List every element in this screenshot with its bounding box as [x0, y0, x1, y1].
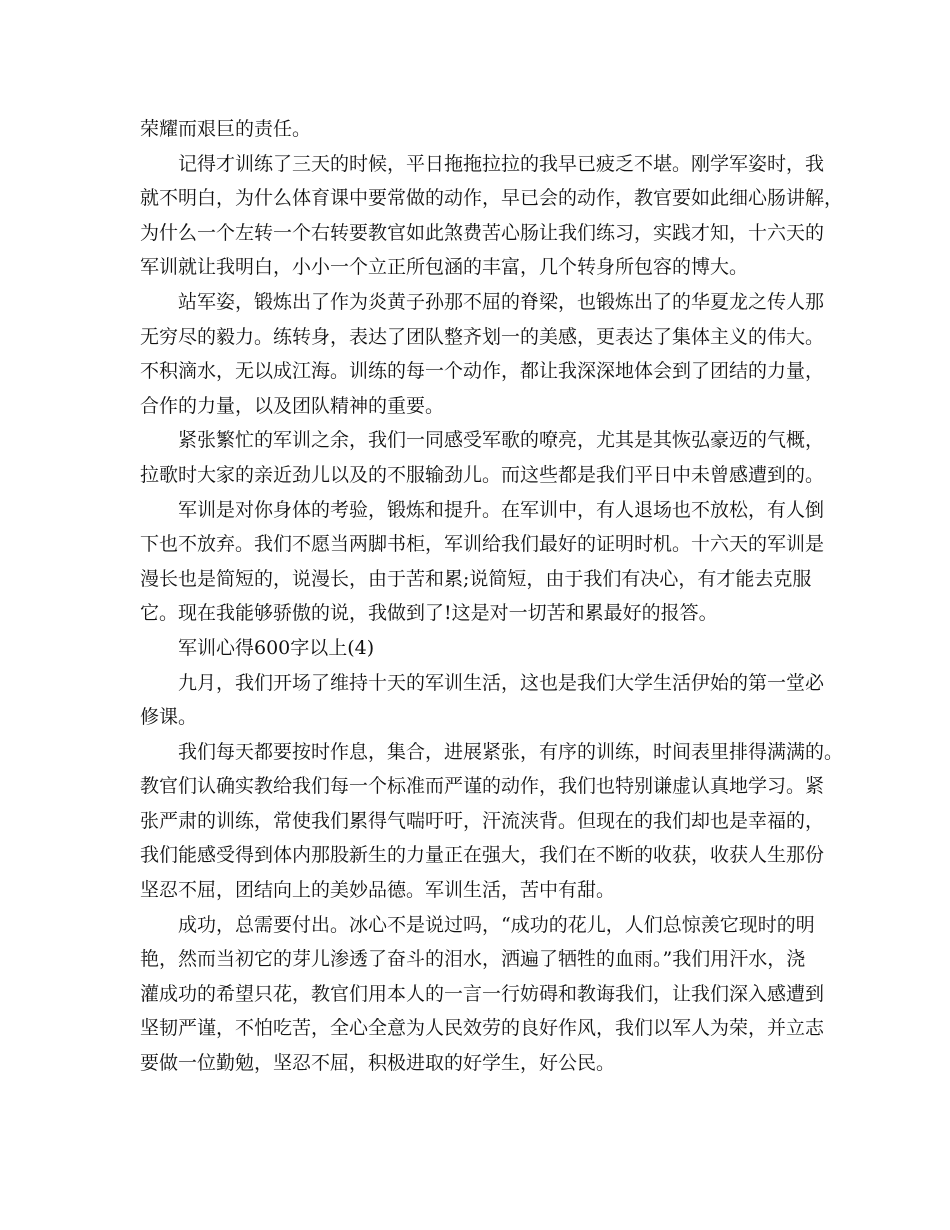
document-line: 教官们认确实教给我们每一个标准而严谨的动作，我们也特别谦虚认真地学习。紧 — [140, 775, 825, 798]
document-line: 成功，总需要付出。冰心不是说过吗，“成功的花儿，人们总惊羡它现时的明 — [178, 913, 815, 936]
document-line: 无穷尽的毅力。练转身，表达了团队整齐划一的美感，更表达了集体主义的伟大。 — [140, 325, 825, 348]
document-line: 不积滴水，无以成江海。训练的每一个动作，都让我深深地体会到了团结的力量， — [140, 360, 825, 383]
document-line: 漫长也是简短的，说漫长，由于苦和累;说简短，由于我们有决心，有才能去克服 — [140, 567, 812, 590]
document-line: 下也不放弃。我们不愿当两脚书柜，军训给我们最好的证明时机。十六天的军训是 — [140, 533, 825, 556]
document-line: 修课。 — [140, 706, 198, 729]
document-line: 合作的力量，以及团队精神的重要。 — [140, 394, 445, 417]
document-line: 为什么一个左转一个右转要教官如此煞费苦心肠让我们练习，实践才知，十六天的 — [140, 221, 825, 244]
document-line: 军训心得600字以上(4) — [178, 636, 375, 659]
document-line: 记得才训练了三天的时候，平日拖拖拉拉的我早已疲乏不堪。刚学军姿时，我 — [178, 152, 825, 175]
document-line: 站军姿，锻炼出了作为炎黄子孙那不屈的脊梁，也锻炼出了的华夏龙之传人那 — [178, 290, 825, 313]
document-line: 张严肃的训练，常使我们累得气喘吁吁，汗流浃背。但现在的我们却也是幸福的， — [140, 809, 825, 832]
document-line: 坚韧严谨，不怕吃苦，全心全意为人民效劳的良好作风，我们以军人为荣，并立志 — [140, 1017, 825, 1040]
document-line: 我们每天都要按时作息，集合，进展紧张，有序的训练，时间表里排得满满的。 — [178, 740, 844, 763]
document-line: 九月，我们开场了维持十天的军训生活，这也是我们大学生活伊始的第一堂必 — [178, 671, 825, 694]
document-line: 艳，然而当初它的芽儿渗透了奋斗的泪水，洒遍了牺牲的血雨。”我们用汗水，浇 — [140, 948, 806, 971]
document-line: 我们能感受得到体内那股新生的力量正在强大，我们在不断的收获，收获人生那份 — [140, 844, 825, 867]
document-line: 荣耀而艰巨的责任。 — [140, 118, 312, 140]
document-line: 坚忍不屈，团结向上的美妙品德。军训生活，苦中有甜。 — [140, 879, 616, 902]
document-line: 就不明白，为什么体育课中要常做的动作，早已会的动作，教官要如此细心肠讲解， — [140, 187, 844, 210]
document-line: 紧张繁忙的军训之余，我们一同感受军歌的嘹亮，尤其是其恢弘豪迈的气概， — [178, 429, 825, 452]
document-line: 要做一位勤勉，坚忍不屈，积极进取的好学生，好公民。 — [140, 1052, 616, 1075]
document-line: 它。现在我能够骄傲的说，我做到了!这是对一切苦和累最好的报答。 — [140, 602, 718, 625]
document-body — [140, 112, 844, 1081]
document-line: 灌成功的希望只花，教官们用本人的一言一行妨碍和教诲我们，让我们深入感遭到 — [140, 982, 825, 1005]
document-line: 军训就让我明白，小小一个立正所包涵的丰富，几个转身所包容的博大。 — [140, 256, 749, 279]
document-line: 拉歌时大家的亲近劲儿以及的不服输劲儿。而这些都是我们平日中未曾感遭到的。 — [140, 463, 825, 486]
document-line: 军训是对你身体的考验，锻炼和提升。在军训中，有人退场也不放松，有人倒 — [178, 498, 825, 521]
